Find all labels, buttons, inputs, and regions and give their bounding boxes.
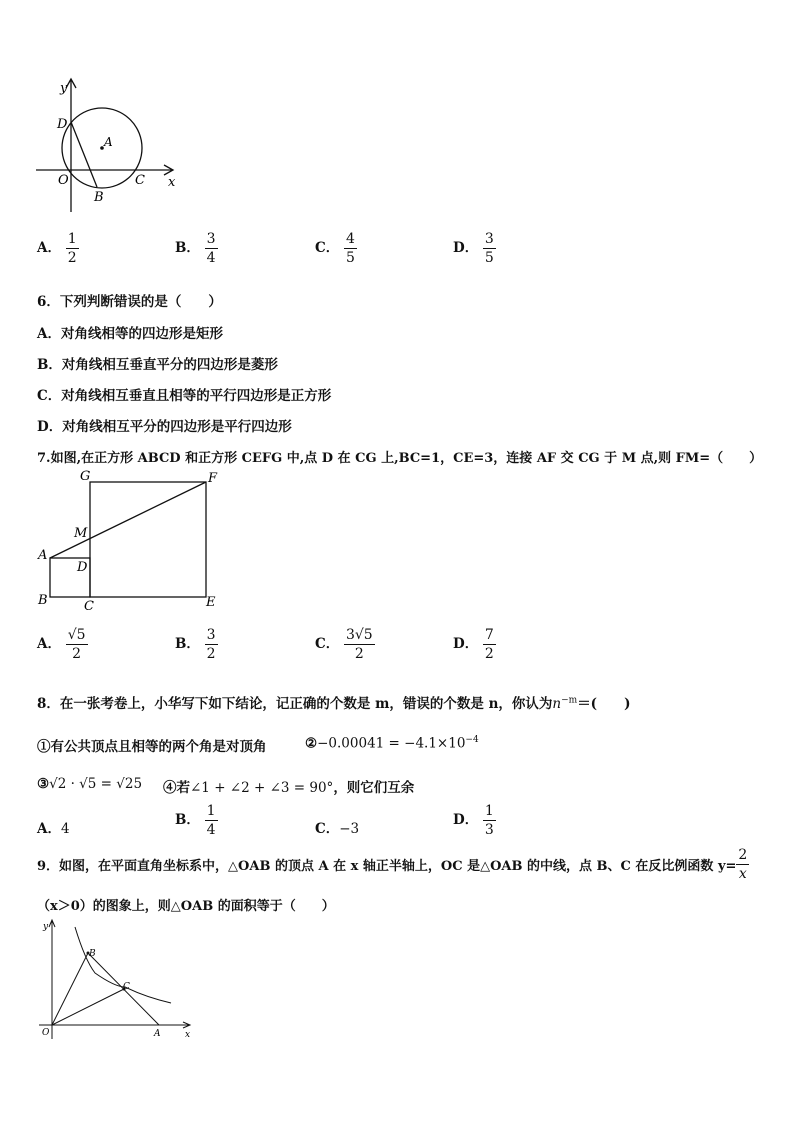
fraction [483,804,496,837]
denominator: 2 [206,646,216,662]
q6-option-d[interactable]: D．对角线相互平分的四边形是平行四边形 [37,419,292,435]
option-label: C． [315,821,340,837]
option-value: 4 [60,821,70,837]
denominator: 4 [206,250,216,266]
q6-stem: 6．下列判断错误的是（ ） [37,294,222,310]
denominator: 5 [484,250,494,266]
label-c: C [84,599,94,613]
item-2-math: −0.00041 = −4.1×10 [317,735,466,752]
item-3-math: √2 · √5 = √25 [49,776,143,792]
expr-exponent: −m [561,695,578,706]
option-label: A． [37,240,61,256]
q5-option-c[interactable] [315,232,357,265]
q8-stem-end: ＝( ) [577,696,631,712]
label-a: A [104,135,113,149]
label-c: C [123,982,130,992]
q9-stem-line1 [37,848,749,881]
q8-option-d[interactable] [453,804,496,837]
denominator: 3 [484,822,494,838]
q8-item-4 [163,776,414,796]
label-o: O [42,1028,50,1038]
fraction [66,628,88,661]
numerator: 3√5 [345,627,373,643]
option-value: −3 [339,821,360,837]
denominator: 2 [72,646,82,662]
q7-figure [30,468,230,613]
fraction [344,232,357,265]
option-label: B． [175,812,200,828]
q5-figure [30,76,190,216]
q8-item-2 [305,735,479,752]
label-m: M [74,526,88,541]
label-o: O [58,173,69,188]
numerator: 1 [484,803,494,819]
denominator: 2 [484,646,494,662]
q9-figure [35,915,195,1043]
option-label: A． [37,636,61,652]
numerator: 2 [738,847,748,863]
option-label: D． [453,636,479,652]
q8-item-3 [37,776,142,792]
segment-af [50,482,206,558]
q7-option-a[interactable] [37,628,88,661]
item-4-text: ，则它们互余 [333,780,415,796]
option-label: D． [453,240,479,256]
denominator: 2 [354,646,364,662]
label-d: D [57,117,68,132]
q8-stem-text: 8．在一张考卷上，小华写下如下结论，记正确的个数是 m，错误的个数是 n，你认为 [37,696,553,712]
fraction [205,232,218,265]
item-1-text: ①有公共顶点且相等的两个角是对顶角 [37,739,267,755]
numerator: 3 [206,231,216,247]
label-g: G [80,469,91,484]
fraction [344,628,375,661]
q8-option-c[interactable] [315,817,359,837]
item-2-exponent: −4 [465,735,479,745]
q8-option-b[interactable] [175,804,218,837]
item-4-math: ∠1 + ∠2 + ∠3 = 90° [190,780,334,796]
option-label: A． [37,821,61,837]
label-f: F [208,471,218,486]
option-label: C． [315,240,340,256]
label-a: A [154,1029,161,1039]
q9-stem-line2: （x＞0）的图象上，则△OAB 的面积等于（ ） [37,899,335,914]
q7-option-b[interactable] [175,628,218,661]
denominator: 2 [67,250,77,266]
q7-stem: 7.如图,在正方形 ABCD 和正方形 CEFG 中,点 D 在 CG 上,BC=1，CE=3，连接 AF 交 CG 于 M 点,则 FM=（ ） [37,451,763,466]
q5-option-b[interactable] [175,232,218,265]
fraction [483,628,496,661]
item-4-number: ④若 [163,780,190,796]
label-x: x [185,1030,191,1040]
numerator: 3 [206,627,216,643]
q8-stem [37,692,630,712]
q6-option-c[interactable]: C．对角线相互垂直且相等的平行四边形是正方形 [37,388,332,404]
label-e: E [206,595,216,610]
denominator: 5 [345,250,355,266]
option-label: B． [175,240,200,256]
label-y: y [43,922,49,932]
q7-option-c[interactable] [315,628,375,661]
segment-oc [52,989,124,1025]
label-c: C [135,173,145,188]
segment-ob [52,953,88,1025]
label-d: D [77,560,88,575]
numerator: 1 [206,803,216,819]
label-y: y [60,81,68,96]
label-x: x [168,175,176,190]
fraction [66,232,79,265]
fraction [205,804,218,837]
denominator: x [738,866,747,882]
q7-option-d[interactable] [453,628,496,661]
numerator: 1 [67,231,77,247]
option-label: B． [175,636,200,652]
q9-stem-text: 9．如图，在平面直角坐标系中，△OAB 的顶点 A 在 x 轴正半轴上，OC 是△OAB 的中线，点 B、C 在反比例函数 y= [37,859,737,874]
numerator: √5 [67,627,86,643]
option-label: C． [315,636,340,652]
q6-option-a[interactable]: A．对角线相等的四边形是矩形 [37,326,223,342]
q5-option-a[interactable] [37,232,79,265]
label-b: B [94,190,104,205]
q8-item-1 [37,735,267,755]
numerator: 7 [484,627,494,643]
item-3-number: ③ [37,776,50,792]
q9-function-fraction [736,848,749,881]
item-2-number: ② [305,735,318,752]
q8-expression [552,696,577,712]
label-b: B [38,593,48,608]
option-label: D． [453,812,479,828]
fraction [205,628,218,661]
label-b: B [89,949,96,959]
label-a: A [38,548,48,563]
numerator: 3 [484,231,494,247]
q5-option-d[interactable] [453,232,496,265]
fraction [483,232,496,265]
q6-option-b[interactable]: B．对角线相互垂直平分的四边形是菱形 [37,357,278,373]
denominator: 4 [206,822,216,838]
expr-base: n [552,696,562,712]
q8-option-a[interactable] [37,817,70,837]
square-cefg [90,482,206,597]
numerator: 4 [345,231,355,247]
